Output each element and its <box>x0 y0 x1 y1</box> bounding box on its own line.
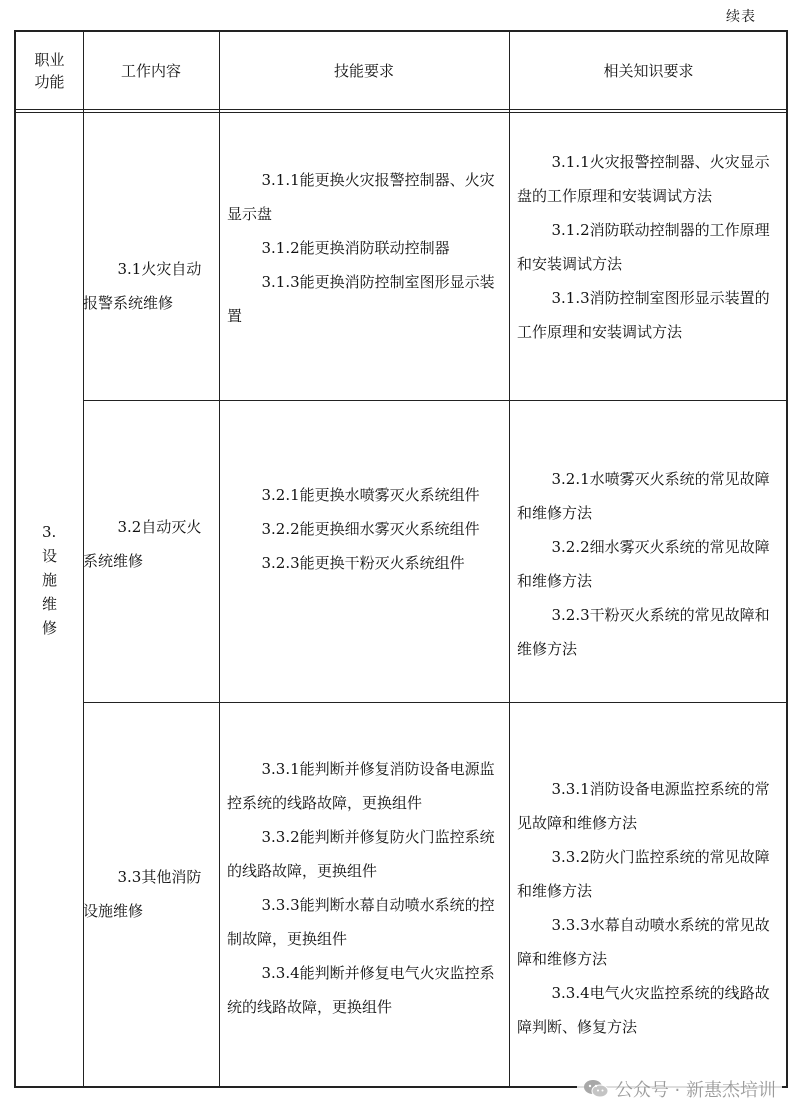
continued-table-label: 续表 <box>726 9 756 25</box>
knowledge-item: 3.2.1水喷雾灭火系统的常见故障和维修方法 <box>517 470 770 522</box>
header-content: 工作内容 <box>120 62 181 80</box>
skill-item: 3.3.3能判断水幕自动喷水系统的控制故障，更换组件 <box>227 896 495 948</box>
skill-item: 3.1.1能更换火灾报警控制器、火灾显示盘 <box>227 171 495 223</box>
function-char: 维 <box>41 595 57 613</box>
skill-item: 3.1.2能更换消防联动控制器 <box>261 239 450 257</box>
knowledge-item: 3.2.3干粉灭火系统的常见故障和维修方法 <box>517 606 770 658</box>
row-divider <box>83 400 786 401</box>
header-skills: 技能要求 <box>333 62 394 80</box>
wechat-icon <box>583 1079 609 1099</box>
header-function: 职业功能 <box>34 51 65 91</box>
knowledge-cell <box>509 462 788 666</box>
occupation-standard-table <box>14 30 788 1088</box>
header-knowledge: 相关知识要求 <box>603 62 694 80</box>
skill-item: 3.2.1能更换水喷雾灭火系统组件 <box>261 486 480 504</box>
knowledge-item: 3.1.2消防联动控制器的工作原理和安装调试方法 <box>517 221 770 273</box>
skill-item: 3.1.3能更换消防控制室图形显示装置 <box>227 273 495 325</box>
knowledge-item: 3.1.1火灾报警控制器、火灾显示盘的工作原理和安装调试方法 <box>517 153 770 205</box>
skill-item: 3.3.1能判断并修复消防设备电源监控系统的线路故障，更换组件 <box>227 760 495 812</box>
skill-item: 3.2.3能更换干粉灭火系统组件 <box>261 554 465 572</box>
knowledge-item: 3.2.2细水雾灭火系统的常见故障和维修方法 <box>517 538 770 590</box>
watermark-text: 公众号 · 新惠杰培训 <box>614 1080 776 1101</box>
knowledge-cell <box>509 145 788 349</box>
knowledge-item: 3.3.4电气火灾监控系统的线路故障判断、修复方法 <box>517 984 770 1036</box>
watermark <box>577 1074 782 1104</box>
knowledge-item: 3.3.1消防设备电源监控系统的常见故障和维修方法 <box>517 780 770 832</box>
row-divider <box>83 702 786 703</box>
work-content-cell: 3.2自动灭火系统维修 <box>83 518 202 570</box>
knowledge-item: 3.3.3水幕自动喷水系统的常见故障和维修方法 <box>517 916 770 968</box>
function-char: 施 <box>41 571 57 589</box>
function-cell <box>16 520 83 640</box>
knowledge-item: 3.1.3消防控制室图形显示装置的工作原理和安装调试方法 <box>517 289 770 341</box>
work-content-cell: 3.3其他消防设施维修 <box>83 868 202 920</box>
function-char: 修 <box>41 619 57 637</box>
work-content-cell: 3.1火灾自动报警系统维修 <box>83 260 202 312</box>
skill-item: 3.2.2能更换细水雾灭火系统组件 <box>261 520 480 538</box>
knowledge-cell <box>509 772 788 1044</box>
header-divider <box>16 109 786 113</box>
skills-cell <box>219 752 509 1024</box>
function-char: 设 <box>41 547 57 565</box>
function-number: 3. <box>42 523 57 541</box>
skills-cell <box>219 478 509 580</box>
skills-cell <box>219 163 509 333</box>
skill-item: 3.3.4能判断并修复电气火灾监控系统的线路故障，更换组件 <box>227 964 495 1016</box>
skill-item: 3.3.2能判断并修复防火门监控系统的线路故障，更换组件 <box>227 828 495 880</box>
knowledge-item: 3.3.2防火门监控系统的常见故障和维修方法 <box>517 848 770 900</box>
